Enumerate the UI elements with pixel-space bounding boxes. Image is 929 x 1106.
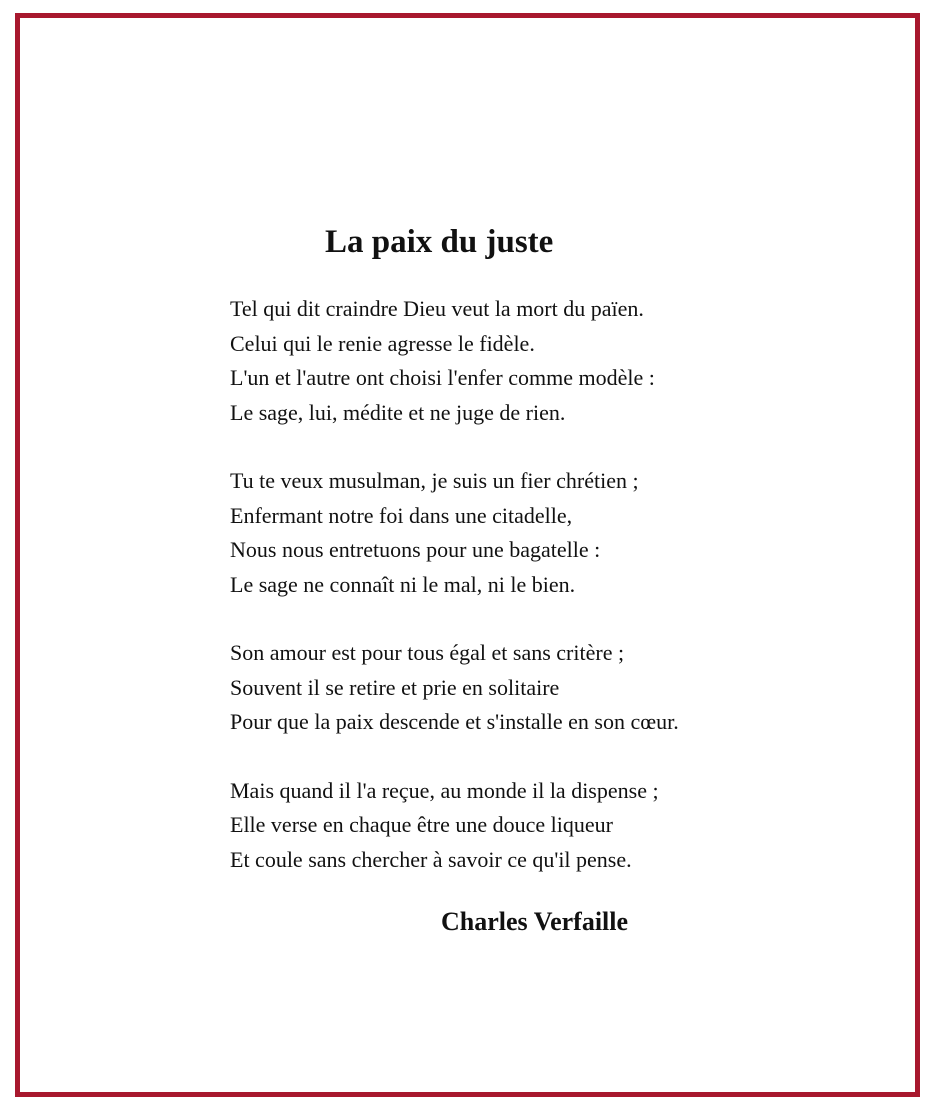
poem-line: Le sage ne connaît ni le mal, ni le bien. <box>230 571 576 597</box>
poem-line: Tel qui dit craindre Dieu veut la mort du païen. <box>230 296 644 321</box>
poem-line: Et coule sans chercher à savoir ce qu'il pense. <box>230 846 632 872</box>
poem-line: L'un et l'autre ont choisi l'enfer comme modèle : <box>230 365 655 390</box>
poem-line: Celui qui le renie agresse le fidèle. <box>230 330 535 356</box>
poem-line: Le sage, lui, médite et ne juge de rien. <box>230 399 566 425</box>
stanza-3 <box>230 636 850 740</box>
poem-title: La paix du juste <box>325 224 554 260</box>
poem-line: Souvent il se retire et prie en solitaire <box>230 674 560 700</box>
stanza-4 <box>230 774 850 878</box>
stanza-2 <box>230 464 850 602</box>
poem-body <box>230 292 850 911</box>
poem-line: Mais quand il l'a reçue, au monde il la dispense ; <box>230 777 659 803</box>
poem-line: Elle verse en chaque être une douce liqueur <box>230 812 613 837</box>
poem-line: Son amour est pour tous égal et sans critère ; <box>230 640 625 665</box>
poem-author: Charles Verfaille <box>441 907 629 936</box>
poem-line: Enfermant notre foi dans une citadelle, <box>230 502 573 528</box>
poem-line: Tu te veux musulman, je suis un fier chrétien ; <box>230 468 639 493</box>
stanza-1 <box>230 292 850 430</box>
poem-line: Nous nous entretuons pour une bagatelle : <box>230 537 601 562</box>
poem-line: Pour que la paix descende et s'installe en son cœur. <box>230 709 679 734</box>
